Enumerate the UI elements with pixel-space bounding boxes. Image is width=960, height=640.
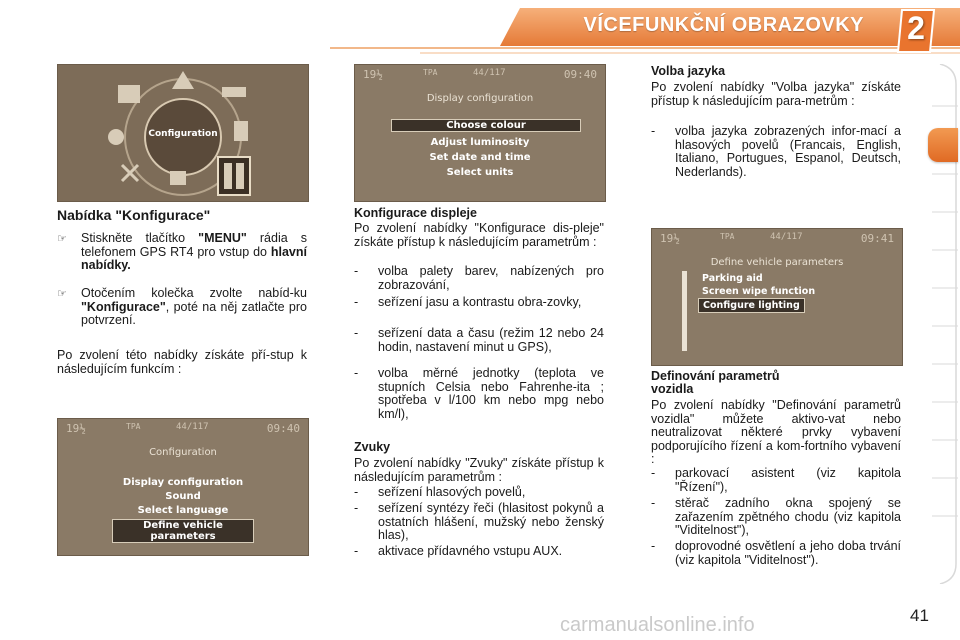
- configuration-menu-screenshot: [57, 418, 309, 556]
- scrollbar[interactable]: [682, 271, 687, 351]
- page-number: 41: [910, 606, 929, 625]
- configuration-label: "Konfigurace": [81, 299, 166, 314]
- menu-item[interactable]: Sound: [165, 491, 201, 502]
- watermark: carmanualsonline.info: [560, 614, 755, 636]
- status-radio: TPA: [423, 68, 438, 77]
- section-paragraph: Po zvolení nabídky "Volba jazyka" získáte přístup k následujícím para-metrům :: [651, 80, 901, 108]
- menu-item[interactable]: Configure lighting: [698, 298, 805, 313]
- list-item: - parkovací asistent (viz kapitola "Řízení"),: [651, 466, 901, 494]
- status-track: 44/117: [770, 232, 803, 242]
- menu-item[interactable]: Define vehicle parameters: [112, 519, 254, 543]
- list-item: - volba palety barev, nabízených pro zobrazování,: [354, 264, 604, 292]
- status-track: 44/117: [176, 422, 209, 432]
- display-config-screenshot: [354, 64, 606, 202]
- section-paragraph: Po zvolení nabídky "Zvuky" získáte přístup k následujícím parametrům :: [354, 456, 604, 484]
- status-track: 44/117: [473, 68, 506, 78]
- menu-title: Configuration: [149, 447, 217, 458]
- section-heading: Konfigurace displeje: [354, 206, 477, 220]
- wheel-center-label: Configuration: [148, 129, 218, 139]
- menu-item[interactable]: Screen wipe function: [702, 286, 816, 297]
- list-item: - seřízení data a času (režim 12 nebo 24 hodin, nastavení minut u GPS),: [354, 326, 604, 354]
- intro-paragraph: Po zvolení této nabídky získáte pří-stup k následujícím funkcím :: [57, 348, 307, 376]
- list-item: - seřízení jasu a kontrastu obra-zovky,: [354, 295, 582, 309]
- status-clock: 09:40: [266, 422, 300, 435]
- config-wheel-screenshot: [57, 64, 309, 202]
- active-chapter-tab[interactable]: [928, 128, 958, 162]
- menu-item[interactable]: Select language: [137, 505, 229, 516]
- vehicle-params-screenshot: [651, 228, 903, 366]
- instruction-text: , poté na něj zatlačte pro potvrzení.: [81, 299, 307, 327]
- list-item: - stěrač zadního okna spojený se zařazením zpětného chodu (viz kapitola "Viditelnost"),: [651, 496, 901, 537]
- section-heading: Zvuky: [354, 440, 391, 454]
- status-radio: TPA: [720, 232, 735, 241]
- status-clock: 09:41: [860, 232, 894, 245]
- menu-item[interactable]: Parking aid: [702, 273, 763, 284]
- menu-item[interactable]: Display configuration: [122, 477, 244, 488]
- menu-item[interactable]: Adjust luminosity: [430, 137, 530, 148]
- status-temp: 19½: [363, 68, 383, 81]
- chapter-number: 2: [907, 10, 925, 46]
- list-item: - volba měrné jednotky (teplota ve stupních Celsia nebo Fahrenhe-ita ; spotřeba v l/100 km nebo mpg nebo km/l),: [354, 366, 604, 421]
- status-radio: TPA: [126, 422, 141, 431]
- section-paragraph: Po zvolení nabídky "Definování parametrů vozidla" můžete aktivo-vat nebo neutralizovat některé prvky vybavení podporujícího řízení a kom-fortního vybavení :: [651, 398, 901, 466]
- page-title: VÍCEFUNKČNÍ OBRAZOVKY: [583, 14, 864, 36]
- menu-title: Define vehicle parameters: [710, 257, 844, 268]
- menu-title: Display configuration: [426, 93, 534, 104]
- status-temp: 19½: [66, 422, 86, 435]
- instruction-text: Otočením kolečka zvolte nabíd-ku: [81, 286, 307, 300]
- list-item: - aktivace přídavného vstupu AUX.: [354, 544, 563, 558]
- section-paragraph: Po zvolení nabídky "Konfigurace dis-pleje" získáte přístup k následujícím parametrům :: [354, 221, 604, 249]
- status-temp: 19½: [660, 232, 680, 245]
- section-heading: Volba jazyka: [651, 64, 726, 78]
- hand-pointer-icon: ☞: [57, 232, 67, 245]
- menu-key-label: "MENU": [198, 231, 247, 245]
- list-item: - volba jazyka zobrazených infor-mací a hlasových povelů (Francais, English, Italiano, Portugues, Espanol, Deutsch, Nederlands).: [651, 124, 901, 179]
- list-item: - doprovodné osvětlení a jeho doba trvání (viz kapitola "Viditelnost").: [651, 539, 901, 567]
- instruction-text: Stiskněte tlačítko: [81, 231, 199, 245]
- instruction-text: rádia s telefonem GPS RT4 pro vstup do: [81, 231, 307, 259]
- list-item: - seřízení hlasových povelů,: [354, 485, 526, 499]
- main-menu-label: hlavní nabídky.: [81, 244, 307, 272]
- menu-item[interactable]: Set date and time: [429, 152, 531, 163]
- hand-pointer-icon: ☞: [57, 287, 67, 300]
- section-heading: Nabídka "Konfigurace": [57, 207, 211, 223]
- section-heading: vozidla: [651, 382, 694, 396]
- list-item: - seřízení syntézy řeči (hlasitost pokynů a ostatních hlášení, mužský nebo ženský hlas),: [354, 501, 604, 542]
- status-clock: 09:40: [563, 68, 597, 81]
- section-heading: Definování parametrů: [651, 369, 780, 383]
- menu-item[interactable]: Select units: [446, 167, 514, 178]
- menu-item[interactable]: Choose colour: [391, 119, 581, 132]
